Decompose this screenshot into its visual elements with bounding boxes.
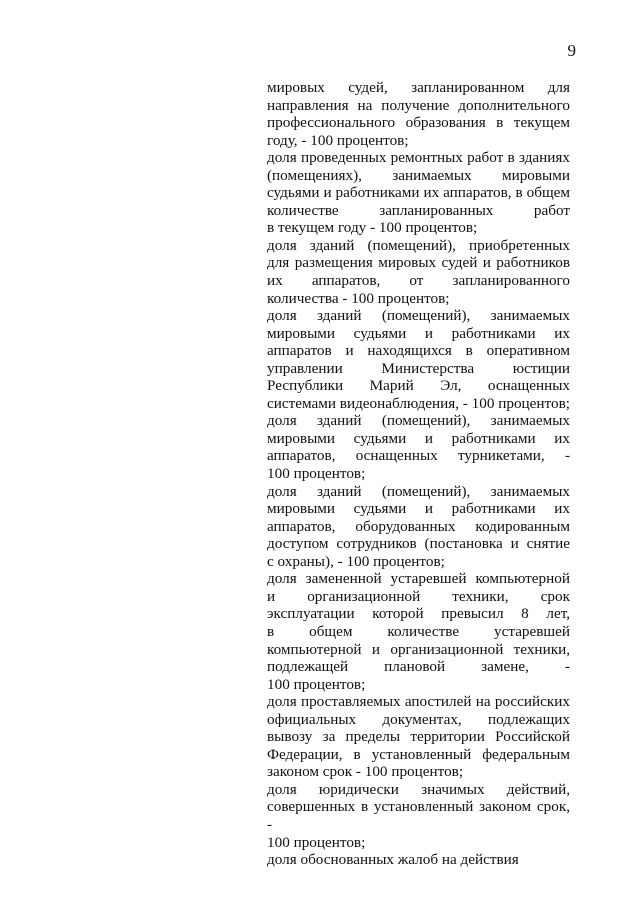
text-line: мировыми судьями и работниками их [267,500,570,518]
paragraph [267,79,570,149]
text-line: их аппаратов, от запланированного [267,272,570,290]
paragraph [267,412,570,482]
text-line: направления на получение дополнительного [267,96,570,114]
text-line: в текущем году - 100 процентов; [267,219,478,237]
text-line: мировыми судьями и работниками их [267,324,570,342]
paragraph [267,237,570,307]
paragraph [267,149,570,237]
text-line: мировых судей, запланированном для [267,79,570,96]
text-line: 100 процентов; [267,465,366,483]
text-line: (помещениях), занимаемых мировыми [267,166,570,184]
text-line: законом срок - 100 процентов; [267,763,464,781]
text-line: Федерации, в установленный федеральным [267,745,570,763]
text-line: доля зданий (помещений), приобретенных [267,236,570,254]
text-line: году, - 100 процентов; [267,131,409,149]
text-line: профессионального образования в текущем [267,114,570,132]
text-line: судьями и работниками их аппаратов, в общем [267,184,570,202]
text-line: компьютерной и организационной техники, [267,640,570,658]
text-line: для размещения мировых судей и работников [267,254,570,272]
paragraph [267,570,570,693]
text-line: доля зданий (помещений), занимаемых [267,307,570,325]
paragraph [267,851,570,869]
text-line: в общем количестве устаревшей [267,622,570,640]
paragraph [267,307,570,412]
page-number: 9 [567,41,576,60]
text-line: количества - 100 процентов; [267,289,450,307]
text-line: аппаратов, оснащенных турникетами, - [267,447,570,465]
document-body [267,79,570,869]
text-line: доля проставляемых апостилей на российских [267,693,570,711]
text-line: аппаратов, оборудованных кодированным [267,517,570,535]
text-line: мировыми судьями и работниками их [267,429,570,447]
text-line: эксплуатации которой превысил 8 лет, [267,605,570,623]
text-line: 100 процентов; [267,675,366,693]
text-line: доля зданий (помещений), занимаемых [267,412,570,430]
text-line: доля проведенных ремонтных работ в зданиях [267,149,570,167]
text-line: 100 процентов; [267,833,366,851]
text-line: и организационной техники, срок [267,587,570,605]
text-line: Республики Марий Эл, оснащенных [267,377,570,395]
text-line: доля юридически значимых действий, [267,780,570,798]
text-line: подлежащей плановой замене, - [267,658,570,676]
text-line: доступом сотрудников (постановка и снятие [267,535,570,553]
text-line: доля обоснованных жалоб на действия [267,851,519,869]
text-line: количестве запланированных работ [267,201,570,219]
text-line: доля замененной устаревшей компьютерной [267,570,570,588]
text-line: совершенных в установленный законом срок, - [267,798,570,833]
text-line: официальных документах, подлежащих [267,710,570,728]
paragraph [267,693,570,781]
paragraph [267,483,570,571]
text-line: аппаратов и находящихся в оперативном [267,342,570,360]
text-line: управлении Министерства юстиции [267,359,570,377]
text-line: системами видеонаблюдения, - 100 процентов; [267,394,570,412]
text-line: вывозу за пределы территории Российской [267,728,570,746]
paragraph [267,781,570,851]
text-line: доля зданий (помещений), занимаемых [267,482,570,500]
text-line: с охраны), - 100 процентов; [267,552,445,570]
